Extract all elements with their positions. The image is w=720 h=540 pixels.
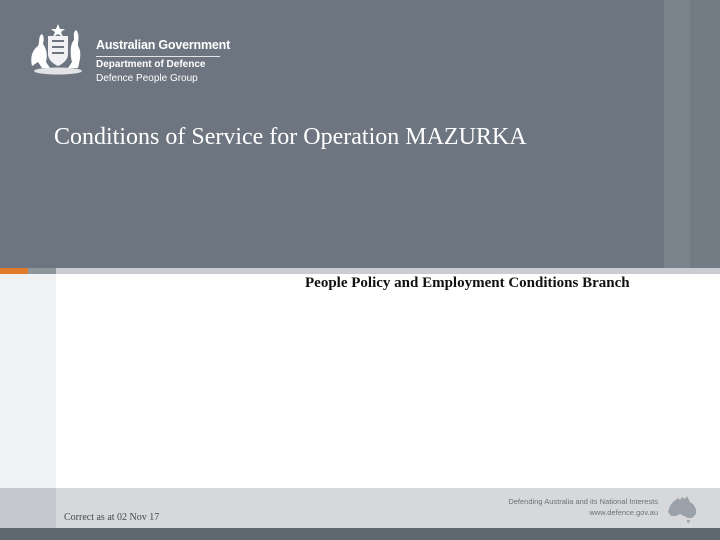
department-label: Department of Defence — [96, 59, 206, 70]
header-stripe — [690, 0, 720, 268]
australia-map-icon — [666, 494, 700, 524]
footer-tagline — [480, 496, 658, 518]
australian-government-label: Australian Government — [96, 38, 231, 52]
tagline-text: Defending Australia and its National Interests — [508, 497, 658, 506]
group-label: Defence People Group — [96, 73, 198, 84]
government-logo — [26, 22, 231, 84]
page-title: Conditions of Service for Operation MAZURKA — [54, 124, 527, 150]
website-link[interactable]: www.defence.gov.au — [589, 508, 658, 517]
left-margin — [0, 274, 56, 488]
footer-bottom-bar — [0, 528, 720, 540]
coat-of-arms-icon — [26, 22, 90, 76]
logo-divider — [96, 56, 220, 57]
correct-as-date: Correct as at 02 Nov 17 — [64, 512, 160, 523]
branch-subtitle: People Policy and Employment Conditions Branch — [305, 275, 630, 291]
header-stripe — [664, 0, 690, 268]
header-band — [0, 0, 720, 268]
accent-bar — [0, 268, 720, 274]
